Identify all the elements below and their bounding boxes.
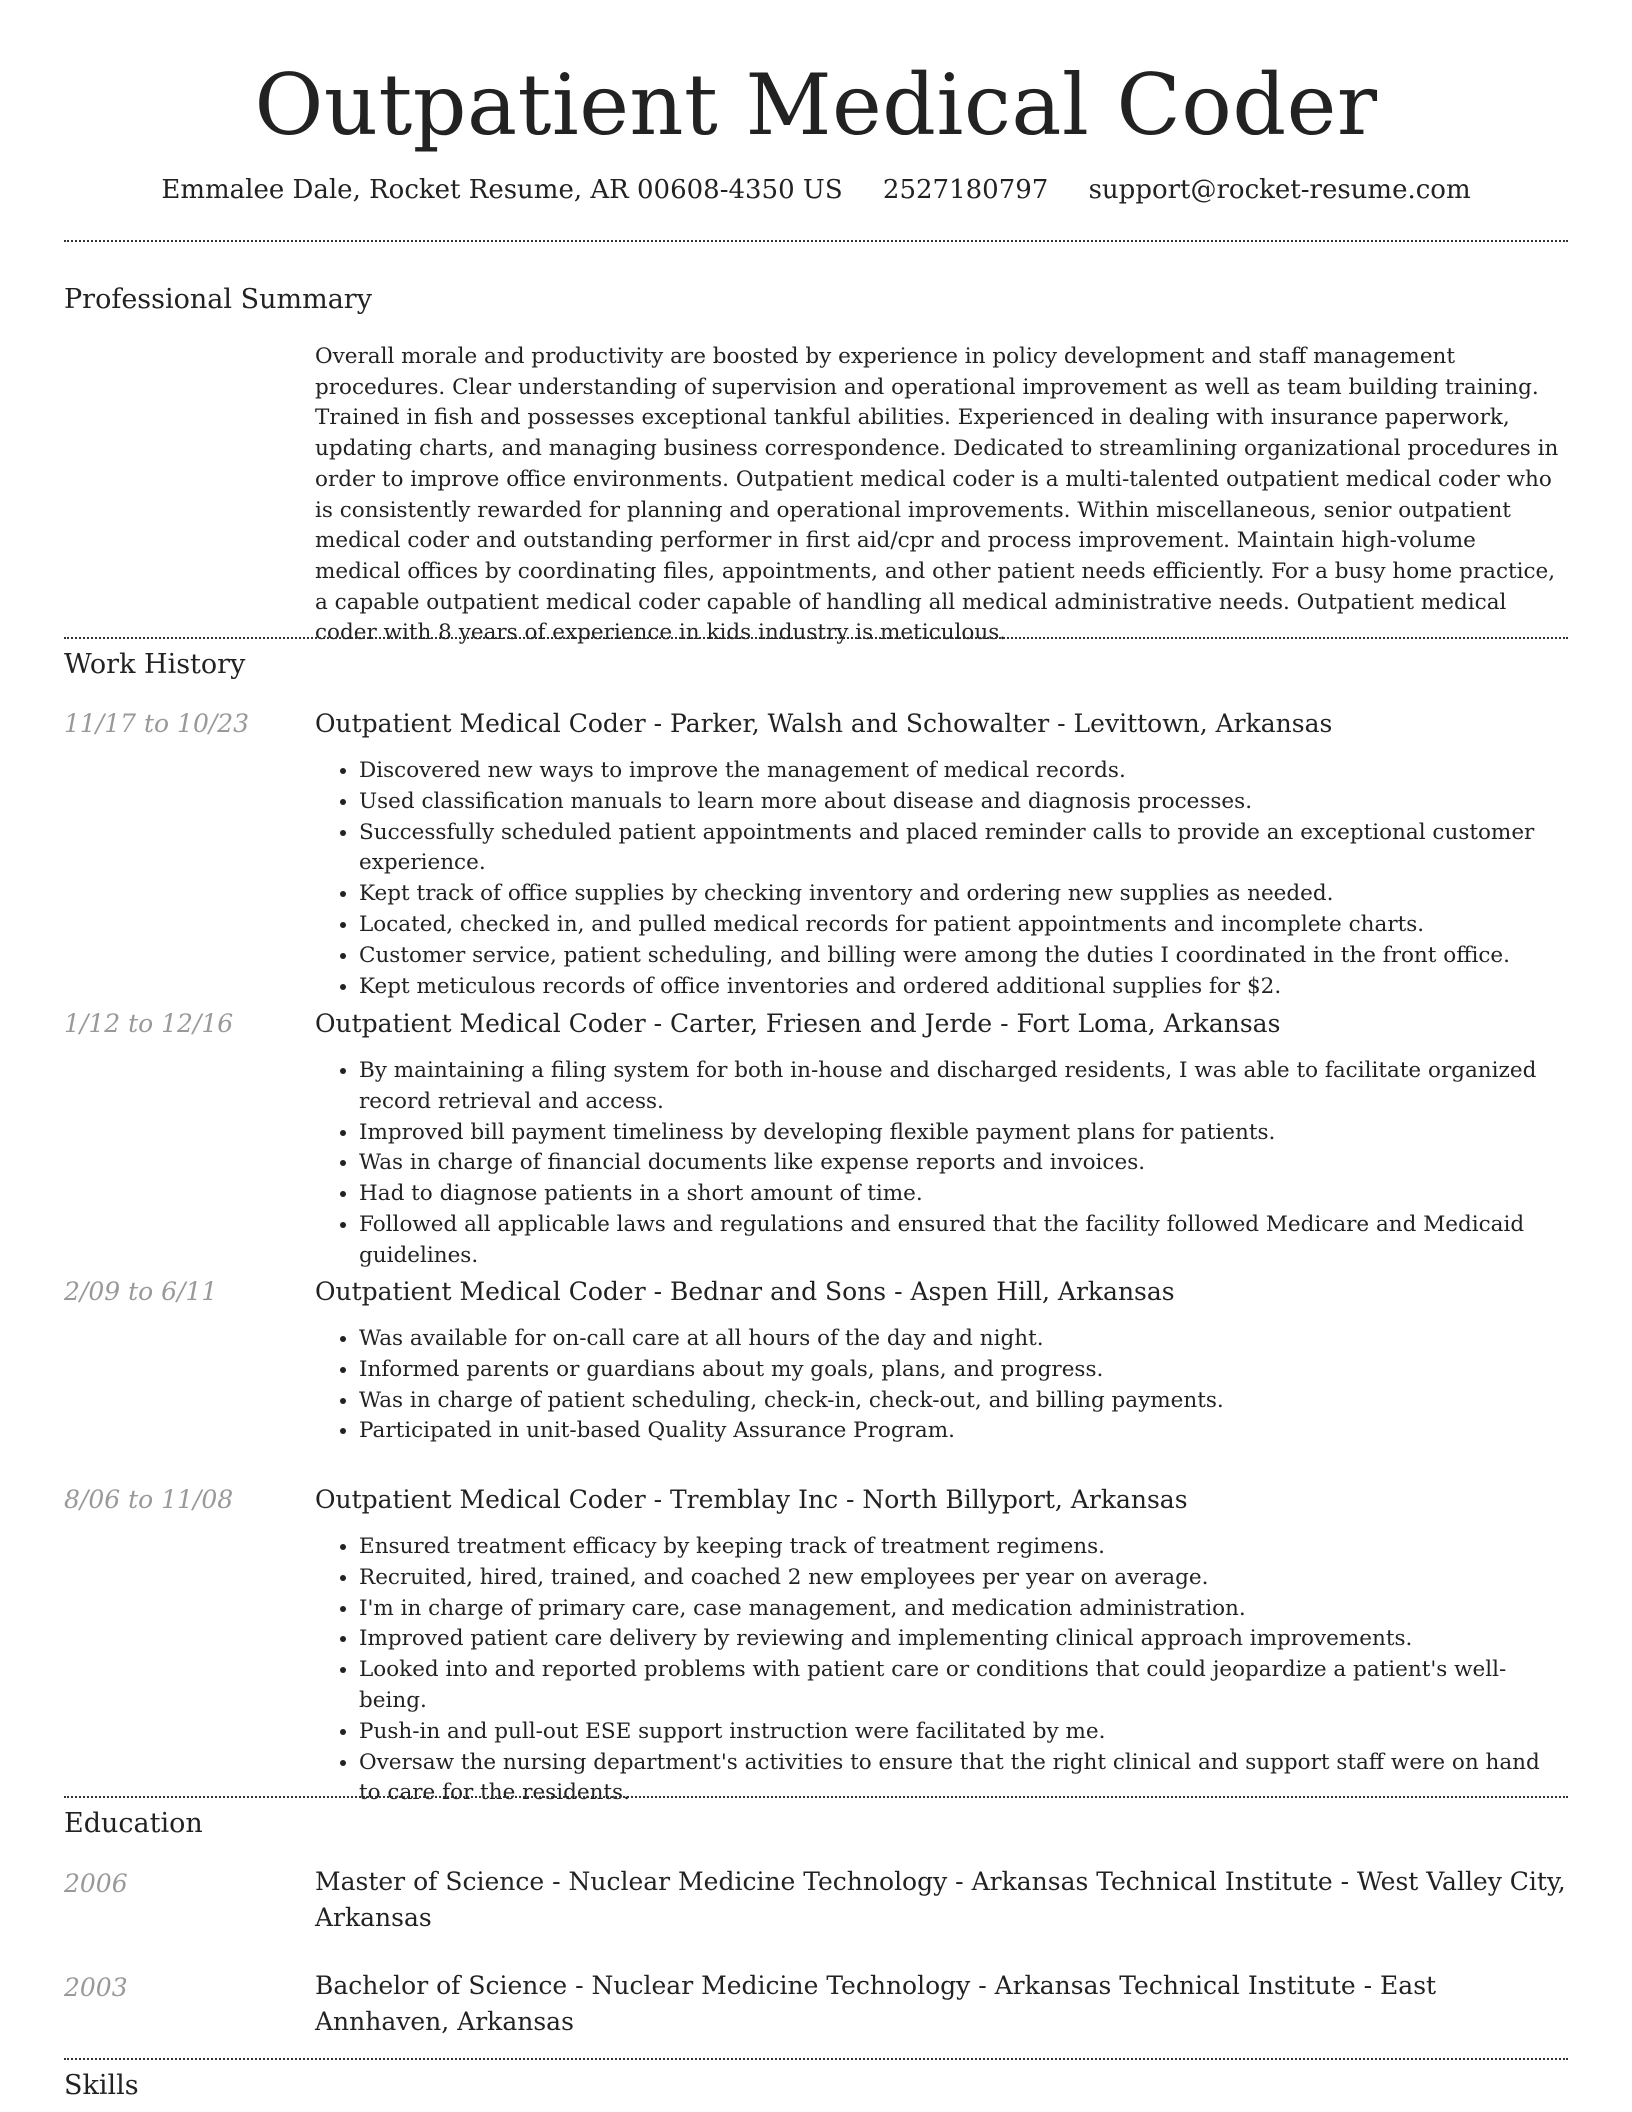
summary-text: Overall morale and productivity are boosted by experience in policy development and staff management procedures. Clear understanding of supervision and operational improvement as well as team building training. Trained in fish and possesses exceptional tankful abilities. Experienced in dealing with insurance paperwork, updating charts, and managing business correspondence. Dedicated to streamlining organizational procedures in order to improve office environments. Outpatient medical coder is a multi-talented outpatient medical coder who is consistently rewarded for planning and operational improvements. Within miscellaneous, senior outpatient medical coder and outstanding performer in first aid/cpr and process improvement. Maintain high-volume medical offices by coordinating files, appointments, and other patient needs efficiently. For a busy home practice, a capable outpatient medical coder capable of handling all medical administrative needs. Outpatient medical coder with 8 years of experience in kids industry is meticulous. [315, 344, 1559, 646]
job-duty: • Looked into and reported problems with patient care or conditions that could jeopardize a patient's well-being. [359, 1655, 1568, 1717]
education-year: 2006 [64, 1869, 128, 1898]
job-title: Outpatient Medical Coder - Carter, Friesen and Jerde - Fort Loma, Arkansas [315, 1009, 1281, 1038]
section-divider [64, 240, 1568, 242]
contact-phone: 2527180797 [882, 175, 1049, 205]
job-duties-list [315, 1324, 1568, 1447]
section-divider [64, 2058, 1568, 2060]
job-duty: • Recruited, hired, trained, and coached 2 new employees per year on average. [359, 1563, 1568, 1594]
job-dates: 2/09 to 6/11 [64, 1277, 218, 1306]
job-duty: • Informed parents or guardians about my goals, plans, and progress. [359, 1355, 1568, 1386]
job-duty: • Oversaw the nursing department's activities to ensure that the right clinical and support staff were on hand to care for the residents. [359, 1748, 1568, 1810]
job-dates: 11/17 to 10/23 [64, 709, 250, 738]
resume-title: Outpatient Medical Coder [254, 56, 1378, 154]
job-title: Outpatient Medical Coder - Parker, Walsh and Schowalter - Levittown, Arkansas [315, 709, 1333, 738]
job-duty: • Kept meticulous records of office inventories and ordered additional supplies for $2. [359, 972, 1568, 1003]
job-duty: • Was in charge of patient scheduling, check-in, check-out, and billing payments. [359, 1386, 1568, 1417]
job-duty: • Push-in and pull-out ESE support instruction were facilitated by me. [359, 1717, 1568, 1748]
job-duty: • I'm in charge of primary care, case management, and medication administration. [359, 1594, 1568, 1625]
job-duty: • Had to diagnose patients in a short amount of time. [359, 1179, 1568, 1210]
section-heading-education: Education [64, 1808, 203, 1839]
job-duty: • Was in charge of financial documents like expense reports and invoices. [359, 1148, 1568, 1179]
job-dates: 1/12 to 12/16 [64, 1009, 234, 1038]
job-duty: • Kept track of office supplies by checking inventory and ordering new supplies as needed. [359, 879, 1568, 910]
job-title: Outpatient Medical Coder - Tremblay Inc - North Billyport, Arkansas [315, 1485, 1188, 1514]
job-duty: • Ensured treatment efficacy by keeping track of treatment regimens. [359, 1532, 1568, 1563]
contact-email: support@rocket-resume.com [1088, 175, 1471, 205]
job-duty: • Successfully scheduled patient appointments and placed reminder calls to provide an exceptional customer experience. [359, 818, 1568, 880]
job-duty: • Improved patient care delivery by reviewing and implementing clinical approach improvements. [359, 1624, 1568, 1655]
contact-line [0, 170, 1632, 210]
job-dates: 8/06 to 11/08 [64, 1485, 234, 1514]
section-divider [64, 1796, 1568, 1798]
job-duty: • By maintaining a filing system for both in-house and discharged residents, I was able to facilitate organized record retrieval and access. [359, 1056, 1568, 1118]
education-year: 2003 [64, 1973, 128, 2002]
education-title: Master of Science - Nuclear Medicine Technology - Arkansas Technical Institute - West Valley City, Arkansas [315, 1867, 1566, 1932]
job-title: Outpatient Medical Coder - Bednar and Sons - Aspen Hill, Arkansas [315, 1277, 1175, 1306]
contact-address: Emmalee Dale, Rocket Resume, AR 00608-4350 US [161, 175, 843, 205]
job-duty: • Used classification manuals to learn more about disease and diagnosis processes. [359, 787, 1568, 818]
education-title: Bachelor of Science - Nuclear Medicine Technology - Arkansas Technical Institute - East Annhaven, Arkansas [315, 1971, 1437, 2036]
job-duty: • Participated in unit-based Quality Assurance Program. [359, 1416, 1568, 1447]
job-duty: • Located, checked in, and pulled medical records for patient appointments and incomplete charts. [359, 910, 1568, 941]
section-heading-work-history: Work History [64, 649, 246, 680]
job-duties-list [315, 1056, 1568, 1272]
section-heading-summary: Professional Summary [64, 284, 372, 315]
job-duty: • Was available for on-call care at all hours of the day and night. [359, 1324, 1568, 1355]
job-duty: • Customer service, patient scheduling, and billing were among the duties I coordinated in the front office. [359, 941, 1568, 972]
section-heading-skills: Skills [64, 2070, 139, 2101]
job-duties-list [315, 756, 1568, 1002]
job-duty: • Discovered new ways to improve the management of medical records. [359, 756, 1568, 787]
job-duties-list [315, 1532, 1568, 1809]
job-duty: • Followed all applicable laws and regulations and ensured that the facility followed Medicare and Medicaid guidelines. [359, 1210, 1568, 1272]
job-duty: • Improved bill payment timeliness by developing flexible payment plans for patients. [359, 1118, 1568, 1149]
section-divider [64, 637, 1568, 639]
